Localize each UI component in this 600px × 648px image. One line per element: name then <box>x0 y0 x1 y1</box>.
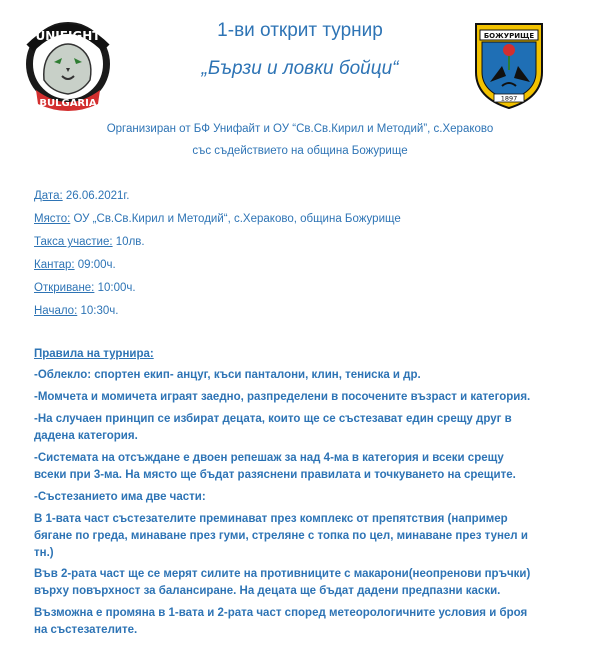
detail-weigh-in-label: Кантар: <box>34 259 75 271</box>
rule-item-system: -Системата на отсъждане е двоен репешаж за над 4-ма в категория и всеки срещу всеки при 3-ма. На място ще бъдат разяснени правилата и точкуването на срещите. <box>34 452 516 481</box>
detail-fee-label: Такса участие: <box>34 236 113 248</box>
organizers-line2: със съдействието на община Божурище <box>192 145 408 157</box>
rule-item-parts: -Състезанието има две части: <box>34 491 206 503</box>
detail-weigh-in-value: 09:00ч. <box>74 259 116 271</box>
rule-item-clothing: -Облекло: спортен екип- анцуг, къси панталони, клин, тениска и др. <box>34 369 421 381</box>
detail-weigh-in <box>34 258 116 272</box>
detail-start-label: Начало: <box>34 305 78 317</box>
detail-opening-label: Откриване: <box>34 282 95 294</box>
detail-date-label: Дата: <box>34 190 63 202</box>
rule-item-random: -На случаен принцип се избират децата, които ще се състезават един срещу друг в дадена категория. <box>34 413 512 442</box>
detail-opening <box>34 281 136 295</box>
page-title-line2: „Бързи и ловки бойци“ <box>201 58 399 79</box>
detail-place-label: Място: <box>34 213 71 225</box>
detail-place <box>34 212 401 226</box>
organizers-line1: Организиран от БФ Унифайт и ОУ “Св.Св.Кирил и Методий”, с.Хераково <box>106 123 494 135</box>
page-title-line1: 1-ви открит турнир <box>217 20 383 41</box>
detail-fee <box>34 235 145 249</box>
coat-banner-text: БОЖУРИЩЕ <box>483 32 535 40</box>
detail-date <box>34 189 129 203</box>
bozhurishte-coat-of-arms <box>472 20 546 110</box>
logo-top-text: UNIFIGHT <box>35 29 101 43</box>
rules-heading: Правила на турнира: <box>34 348 154 360</box>
detail-date-value: 26.06.2021г. <box>62 190 130 202</box>
detail-start <box>34 304 118 318</box>
rule-item-mixed: -Момчета и момичета играят заедно, разпределени в посочените възраст и категория. <box>34 391 531 403</box>
detail-place-value: ОУ „Св.Св.Кирил и Методий“, с.Хераково, община Божурище <box>70 213 401 225</box>
coat-year-text: 1897 <box>500 94 518 103</box>
logo-bottom-text: BULGARIA <box>39 98 97 109</box>
detail-opening-value: 10:00ч. <box>94 282 136 294</box>
detail-fee-value: 10лв. <box>112 236 145 248</box>
rule-item-weather: Възможна е промяна в 1-вата и 2-рата част според метеорологичните условия и броя на състезателите. <box>34 607 528 636</box>
rule-item-part-one: В 1-вата част състезателите преминават през комплекс от препятствия (например бягане по греда, минаване през гуми, стреляне с топка по цел, минаване през тунел и тн.) <box>34 513 528 559</box>
rule-item-part-two: Във 2-рата част ще се мерят силите на противниците с макарони(неопренови пръчки) върху повърхност за балансиране. На децата ще бъдат дадени предпазни каски. <box>34 568 531 597</box>
detail-start-value: 10:30ч. <box>77 305 119 317</box>
